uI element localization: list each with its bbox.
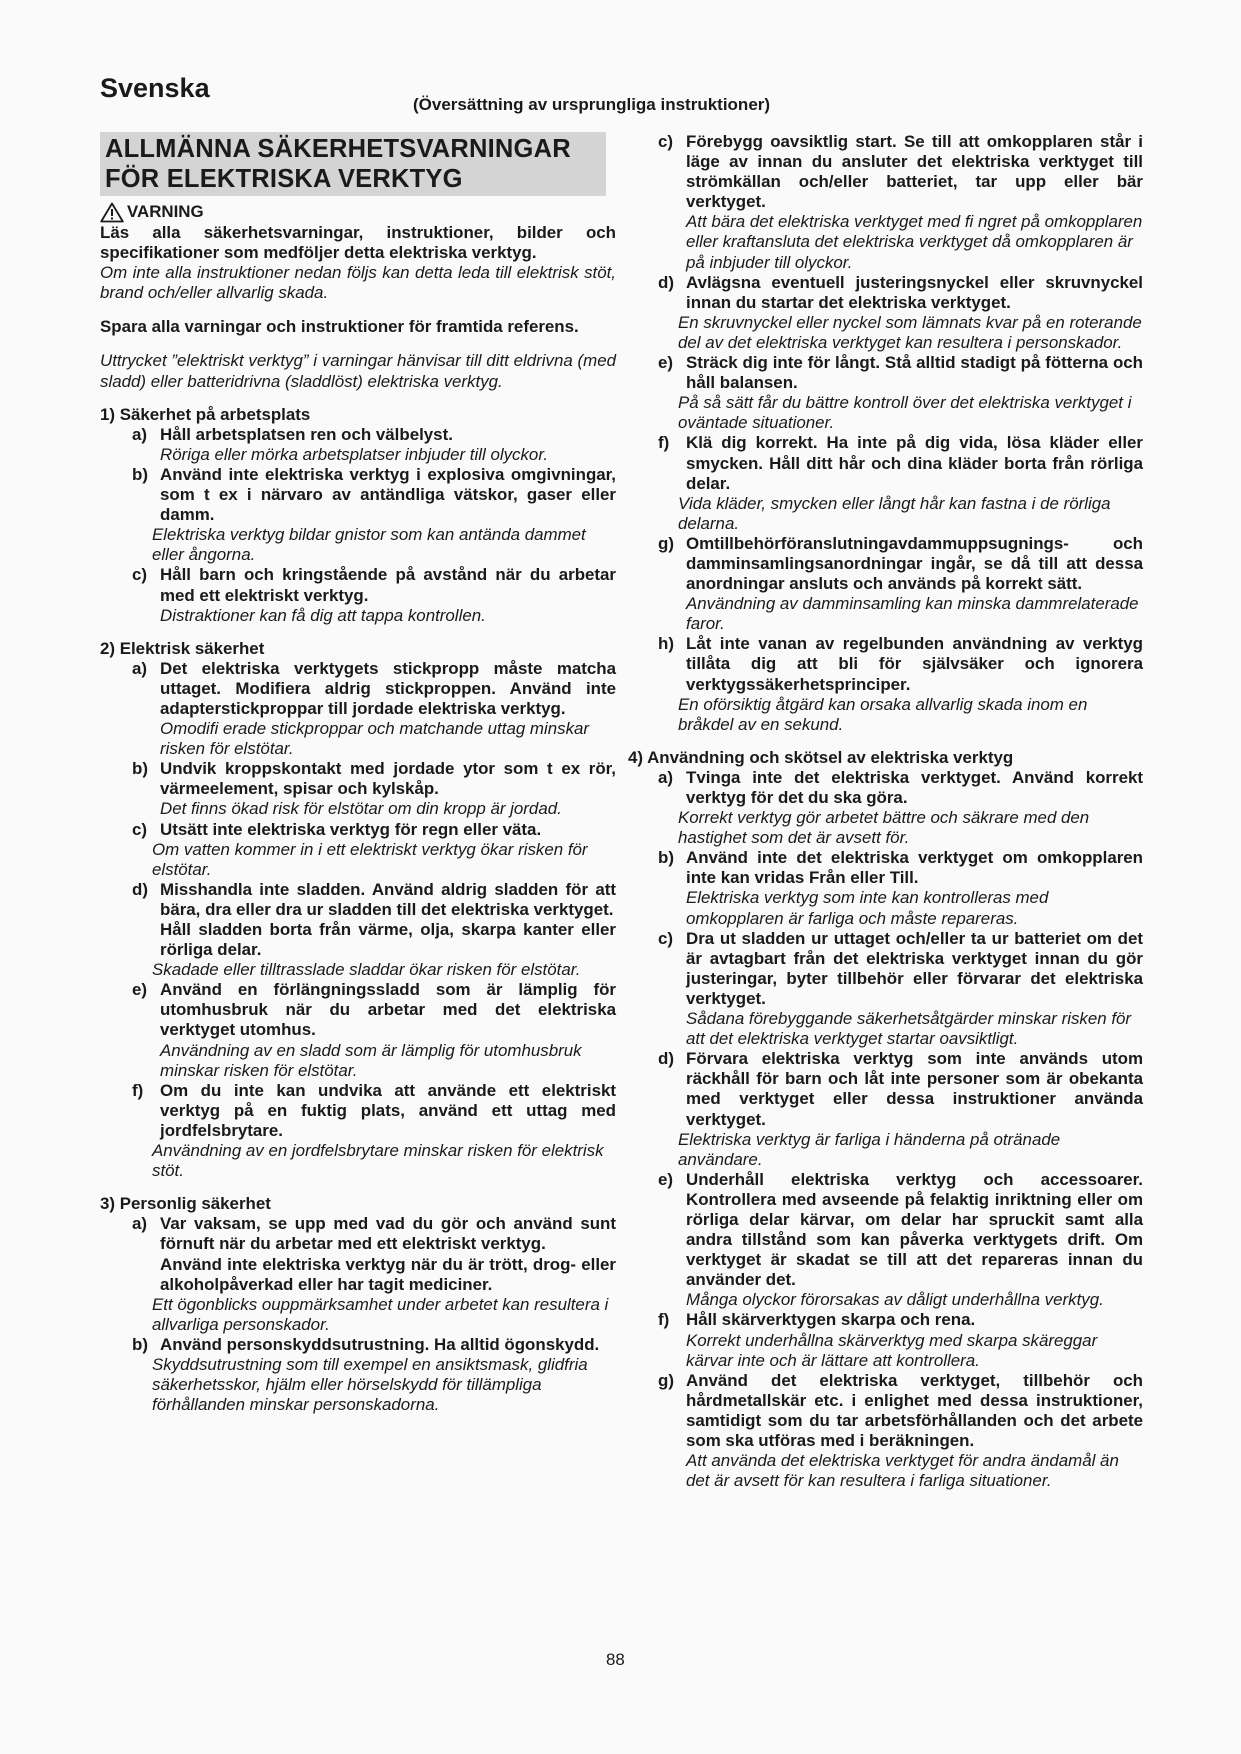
item-text: Omtillbehörföranslutningavdammuppsugnings- och damminsamlingsanordningar ingår, se då till att dessa anordningar ansluts och används på korrekt sätt. (686, 533, 1143, 594)
item-note: Röriga eller mörka arbetsplatser inbjuder till olyckor. (160, 444, 549, 464)
item-label: b) (132, 1334, 148, 1354)
list-item (658, 929, 1143, 1050)
list-item (132, 880, 616, 980)
item-text: Använd en förlängningssladd som är lämplig för utomhusbruk när du arbetar med det elektriska verktyget utomhus. (160, 980, 616, 1040)
item-label: c) (658, 928, 674, 948)
item-text: Dra ut sladden ur uttaget och/eller ta ur batteriet om det är avtagbart från det elektriska verktyget innan du gör justeringar, byter tillbehör eller förvarar det elektriska verktyget. (686, 928, 1143, 1008)
list-item (658, 1371, 1143, 1492)
item-note: På så sätt får du bättre kontroll över det elektriska verktyget i oväntade situationer. (678, 393, 1132, 433)
heading-line-1: ALLMÄNNA SÄKERHETSVARNINGAR (105, 135, 571, 163)
item-text: Förebygg oavsiktlig start. Se till att omkopplaren står i läge av innan du ansluter det elektriska verktyget till strömkällan och/eller batteriet, tar upp eller bär verktyget. (686, 132, 1143, 212)
intro-bold: Läs alla säkerhetsvarningar, instruktioner, bilder och specifikationer som medföljer detta elektriska verktyg. (100, 223, 616, 263)
section-4-title: 4) Användning och skötsel av elektriska verktyg (628, 747, 1014, 767)
translation-subtitle: (Översättning av ursprungliga instruktioner) (413, 95, 771, 114)
item-text: Undvik kroppskontakt med jordade ytor som t ex rör, värmeelement, spisar och kylskåp. (160, 759, 616, 799)
item-note: Korrekt verktyg gör arbetet bättre och säkrare med den hastighet som det är avsett för. (678, 808, 1090, 848)
list-item (658, 848, 1143, 928)
item-note: Användning av en jordfelsbrytare minskar risken för elektrisk stöt. (152, 1141, 604, 1181)
warning-text: VARNING (127, 202, 204, 222)
item-label: c) (658, 132, 674, 151)
item-text: Det elektriska verktygets stickpropp måste matcha uttaget. Modifiera aldrig stickproppen. Använd inte adapterstickproppar till jordade elektriska verktyg. (160, 658, 616, 718)
item-note: Omodifi erade stickproppar och matchande uttag minskar risken för elstötar. (160, 719, 590, 759)
item-label: b) (132, 759, 148, 779)
item-note: Elektriska verktyg är farliga i händerna på otränade användare. (678, 1129, 1061, 1169)
list-item (658, 1049, 1143, 1170)
item-text: Använd personskyddsutrustning. Ha alltid ögonskydd. (160, 1334, 600, 1354)
term-definition: Uttrycket ”elektriskt verktyg” i varningar hänvisar till ditt eldrivna (med sladd) eller batteridrivna (sladdlöst) elektriska verktyg. (100, 351, 616, 391)
item-note: Användning av damminsamling kan minska dammrelaterade faror. (686, 594, 1139, 634)
list-item (658, 132, 1143, 273)
item-text: Om du inte kan undvika att använde ett elektriskt verktyg på en fuktig plats, använd ett uttag med jordfelsbrytare. (160, 1080, 616, 1140)
language-title: Svenska (100, 73, 210, 103)
item-text: Håll barn och kringstående på avstånd när du arbetar med ett elektriskt verktyg. (160, 565, 616, 605)
item-text: Tvinga inte det elektriska verktyget. Använd korrekt verktyg för det du ska göra. (686, 767, 1143, 807)
list-item (658, 634, 1143, 734)
list-item (132, 465, 616, 565)
section-1-title: 1) Säkerhet på arbetsplats (100, 404, 311, 424)
warning-label (100, 202, 616, 223)
item-text: Håll skärverktygen skarpa och rena. (686, 1310, 976, 1330)
item-text: Förvara elektriska verktyg som inte används utom räckhåll för barn och låt inte personer som är obekanta med verktyget eller dessa instruktioner använda verktyget. (686, 1049, 1143, 1129)
item-label: e) (658, 353, 674, 373)
item-text: Underhåll elektriska verktyg och accessoarer. Kontrollera med avseende på felaktig inriktning eller om rörliga delar kärvar, om delar har spruckit samt alla andra tillstånd som kan påverka verktygets drift. Om verktyget är skadat se till att det repareras innan du använder det. (686, 1169, 1143, 1290)
item-note: Det finns ökad risk för elstötar om din kropp är jordad. (160, 799, 562, 819)
list-item (658, 353, 1143, 433)
list-item (658, 433, 1143, 533)
list-item (132, 980, 616, 1080)
item-text: Var vaksam, se upp med vad du gör och använd sunt förnuft när du arbetar med ett elektriskt verktyg. (160, 1214, 616, 1254)
item-label: f) (132, 1080, 144, 1100)
item-text: Håll arbetsplatsen ren och välbelyst. (160, 424, 453, 444)
list-item (658, 1310, 1143, 1370)
item-label: e) (658, 1169, 674, 1189)
item-label: g) (658, 1370, 674, 1390)
item-label: c) (132, 819, 148, 839)
list-item (658, 1170, 1143, 1311)
item-label: a) (132, 1214, 148, 1234)
item-text: Använd inte det elektriska verktyget om omkopplaren inte kan vridas Från eller Till. (686, 848, 1143, 888)
heading-line-2: FÖR ELEKTRISKA VERKTYG (105, 165, 463, 193)
save-instructions: Spara alla varningar och instruktioner för framtida referens. (100, 317, 579, 337)
right-column (628, 132, 1143, 1491)
item-note: Elektriska verktyg som inte kan kontrolleras med omkopplaren är farliga och måste repareras. (686, 888, 1049, 928)
item-note: En oförsiktig åtgärd kan orsaka allvarlig skada inom en bråkdel av en sekund. (678, 694, 1088, 734)
item-label: b) (658, 848, 674, 868)
item-note: Många olyckor förorsakas av dåligt underhållna verktyg. (686, 1290, 1104, 1310)
section-2-title: 2) Elektrisk säkerhet (100, 638, 265, 658)
intro-italic: Om inte alla instruktioner nedan följs kan detta leda till elektrisk stöt, brand och/eller allvarlig skada. (100, 263, 616, 303)
list-item (658, 534, 1143, 634)
item-label: a) (132, 424, 148, 444)
item-text: Låt inte vanan av regelbunden användning av verktyg tillåta dig att bli för självsäker och ignorera verktygssäkerhetsprinciper. (686, 634, 1143, 694)
item-text: Använd inte elektriska verktyg i explosiva omgivningar, som t ex i närvaro av antändliga vätskor, gaser eller damm. (160, 464, 616, 525)
item-text: Sträck dig inte för långt. Stå alltid stadigt på fötterna och håll balansen. (686, 353, 1143, 393)
list-item (132, 425, 616, 465)
list-item (658, 273, 1143, 353)
list-item (132, 1214, 616, 1335)
item-text: Använd inte elektriska verktyg när du är trött, drog- eller alkoholpåverkad eller har tagit mediciner. (160, 1254, 616, 1294)
item-note: Sådana förebyggande säkerhetsåtgärder minskar risken för att det elektriska verktyget startar oavsiktligt. (686, 1009, 1132, 1049)
item-note: Om vatten kommer in i ett elektriskt verktyg ökar risken för elstötar. (152, 839, 588, 879)
list-item (132, 820, 616, 880)
item-label: h) (658, 634, 674, 654)
left-column (100, 132, 616, 1415)
item-label: e) (132, 980, 148, 1000)
item-note: Användning av en sladd som är lämplig för utomhusbruk minskar risken för elstötar. (160, 1040, 582, 1080)
item-note: Att bära det elektriska verktyget med fi ngret på omkopplaren eller kraftansluta det elektriska verktyget då omkopplaren är på inbjuder till olyckor. (686, 212, 1143, 272)
item-label: f) (658, 433, 670, 453)
item-text: Använd det elektriska verktyget, tillbehör och hårdmetallskär etc. i enlighet med dessa instruktioner, samtidigt som du tar arbetsförhållanden och det arbete som ska utföras med i beräkningen. (686, 1370, 1143, 1450)
item-label: f) (658, 1310, 670, 1330)
item-note: Ett ögonblicks ouppmärksamhet under arbetet kan resultera i allvarliga personskador. (152, 1294, 609, 1334)
list-item (132, 1081, 616, 1181)
list-item (132, 1335, 616, 1415)
item-label: d) (658, 272, 674, 292)
item-label: d) (658, 1049, 674, 1069)
list-item (132, 659, 616, 759)
list-item (132, 759, 616, 819)
list-item (132, 565, 616, 625)
item-note: Att använda det elektriska verktyget för andra ändamål än det är avsett för kan resultera i farliga situationer. (686, 1451, 1119, 1491)
section-heading (100, 132, 606, 196)
item-label: d) (132, 879, 148, 899)
item-text: Avlägsna eventuell justeringsnyckel eller skruvnyckel innan du startar det elektriska verktyget. (686, 272, 1143, 312)
item-text: Misshandla inte sladden. Använd aldrig sladden för att bära, dra eller dra ur sladden till det elektriska verktyget. (160, 879, 616, 919)
item-text: Håll sladden borta från värme, olja, skarpa kanter eller rörliga delar. (160, 920, 616, 960)
item-note: Skyddsutrustning som till exempel en ansiktsmask, glidfria säkerhetsskor, hjälm eller hörselskydd för tillämpliga förhållanden minskar personskadorna. (152, 1354, 588, 1415)
item-label: c) (132, 565, 148, 585)
list-item (658, 768, 1143, 848)
item-text: Utsätt inte elektriska verktyg för regn eller väta. (160, 819, 542, 839)
item-text: Klä dig korrekt. Ha inte på dig vida, lösa kläder eller smycken. Håll ditt hår och dina kläder borta från rörliga delar. (686, 433, 1143, 493)
item-note: En skruvnyckel eller nyckel som lämnats kvar på en roterande del av det elektriska verktyget kan resultera i personskador. (678, 312, 1142, 352)
item-note: Elektriska verktyg bildar gnistor som kan antända dammet eller ångorna. (152, 525, 586, 565)
item-label: a) (658, 767, 674, 787)
item-note: Vida kläder, smycken eller långt hår kan fastna i de rörliga delarna. (678, 493, 1111, 533)
item-label: g) (658, 533, 674, 553)
item-label: b) (132, 464, 148, 484)
item-note: Skadade eller tilltrasslade sladdar ökar risken för elstötar. (152, 960, 581, 980)
page-number: 88 (606, 1650, 625, 1669)
item-note: Korrekt underhållna skärverktyg med skarpa skäreggar kärvar inte och är lättare att kontrollera. (686, 1330, 1098, 1370)
section-3-title: 3) Personlig säkerhet (100, 1194, 271, 1214)
item-note: Distraktioner kan få dig att tappa kontrollen. (160, 605, 486, 625)
warning-triangle-icon (100, 202, 124, 223)
item-label: a) (132, 658, 148, 678)
